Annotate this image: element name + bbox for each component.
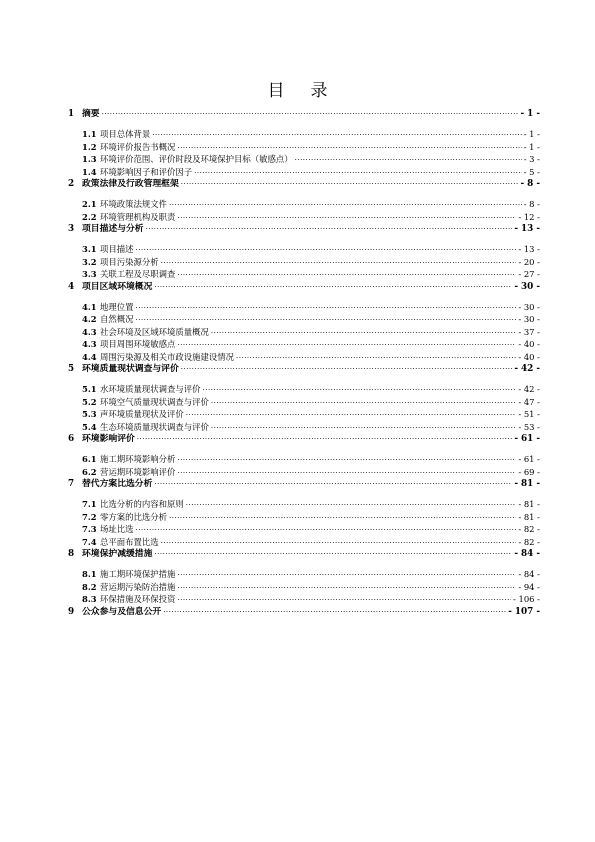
toc-entry-number: 2 (68, 179, 75, 189)
dot-leader (177, 454, 516, 462)
toc-entry-number: 1.4 (82, 166, 97, 177)
dot-leader (211, 327, 516, 335)
toc-section-entry[interactable] (68, 301, 540, 314)
title-char-left: 目 (267, 81, 285, 101)
toc-section-entry[interactable] (68, 338, 540, 351)
toc-entry-number: 5.3 (82, 409, 97, 419)
toc-page-number: - 82 - (518, 536, 540, 547)
toc-page-number: - 61 - (514, 434, 540, 444)
toc-page-number: - 51 - (518, 409, 540, 419)
dot-leader (163, 606, 506, 614)
toc-section-entry[interactable] (68, 351, 540, 364)
toc-entry-label: 营运期环境影响评价 (100, 466, 176, 477)
dot-leader (186, 409, 517, 417)
dot-leader (177, 582, 516, 590)
toc-entry-label: 项目总体背景 (100, 129, 151, 139)
toc-entry-number: 4.3 (82, 326, 97, 337)
toc-entry-label: 总平面布置比选 (100, 536, 159, 547)
toc-chapter-group (68, 108, 540, 178)
dot-leader (236, 352, 516, 360)
toc-entry-number: 6 (68, 434, 75, 444)
toc-section-entry[interactable] (68, 408, 540, 421)
toc-chapter-entry[interactable] (68, 281, 540, 293)
toc-entry-label: 环境管理机构及职责 (100, 211, 176, 222)
dot-leader (137, 433, 513, 441)
toc-section-entry[interactable] (68, 593, 540, 606)
toc-entry-number: 4.2 (82, 314, 97, 324)
dot-leader (186, 499, 517, 507)
toc-entry-label: 环境质量现状调查与评价 (82, 364, 179, 374)
toc-entry-number: 4.4 (82, 351, 97, 362)
toc-entry-label: 环境影响因子和评价因子 (100, 166, 193, 177)
toc-entry-number: 7.2 (82, 511, 97, 522)
toc-entry-label: 关联工程及尽职调查 (100, 269, 176, 279)
toc-page-number: - 94 - (518, 581, 540, 592)
toc-section-entry[interactable] (68, 326, 540, 339)
toc-page-number: - 81 - (518, 511, 540, 522)
toc-chapter-entry[interactable] (68, 363, 540, 375)
dot-leader (177, 467, 516, 475)
toc-section-entry[interactable] (68, 453, 540, 466)
toc-chapter-entry[interactable] (68, 108, 540, 120)
toc-entry-number: 3.3 (82, 269, 97, 279)
toc-entry-number: 4 (68, 281, 75, 292)
toc-page-number: - 81 - (518, 499, 540, 509)
toc-chapter-entry[interactable] (68, 433, 540, 445)
title-char-right: 录 (310, 81, 328, 101)
toc-section-entry[interactable] (68, 568, 540, 581)
toc-page-number: - 1 - (520, 109, 540, 119)
toc-entry-number: 6.1 (82, 454, 97, 464)
toc-entry-label: 施工期环境保护措施 (100, 569, 176, 579)
toc-chapter-entry[interactable] (68, 478, 540, 490)
toc-page-number: - 13 - (518, 244, 540, 254)
dot-leader (194, 167, 522, 175)
toc-entry-label: 环境空气质量现状调查与评价 (100, 396, 209, 407)
toc-page-number: - 12 - (518, 211, 540, 222)
toc-entry-number: 5.1 (82, 384, 97, 394)
toc-section-entry[interactable] (68, 166, 540, 179)
toc-entry-number: 7.1 (82, 499, 97, 509)
toc-chapter-group (68, 363, 540, 433)
toc-page-number: - 8 - (520, 179, 540, 189)
table-of-contents (68, 108, 540, 626)
toc-page-number: - 37 - (518, 326, 540, 337)
toc-entry-number: 8.2 (82, 581, 97, 592)
dot-leader (203, 384, 517, 392)
toc-page-number: - 82 - (518, 524, 540, 534)
toc-page-number: - 8 - (523, 199, 540, 209)
toc-page-number: - 20 - (518, 256, 540, 267)
toc-chapter-group (68, 433, 540, 478)
toc-section-entry[interactable] (68, 198, 540, 211)
toc-page-number: - 13 - (514, 224, 540, 234)
toc-entry-number: 4.1 (82, 301, 97, 312)
toc-page-number: - 42 - (518, 384, 540, 394)
toc-entry-number: 4.3 (82, 339, 97, 349)
toc-page-number: - 5 - (523, 166, 540, 177)
toc-section-entry[interactable] (68, 383, 540, 396)
toc-entry-number: 7.3 (82, 524, 97, 534)
toc-entry-number: 2.1 (82, 199, 97, 209)
dot-leader (161, 537, 517, 545)
dot-leader (146, 223, 513, 231)
dot-leader (152, 129, 521, 137)
toc-entry-number: 1.2 (82, 141, 97, 152)
toc-entry-label: 水环境质量现状调查与评价 (100, 384, 201, 394)
toc-page-number: - 47 - (518, 396, 540, 407)
toc-entry-label: 环境保护减缓措施 (82, 549, 153, 559)
toc-section-entry[interactable] (68, 313, 540, 326)
toc-entry-label: 零方案的比选分析 (100, 511, 167, 522)
dot-leader (136, 524, 517, 532)
toc-section-entry[interactable] (68, 511, 540, 524)
toc-page-number: - 69 - (518, 466, 540, 477)
toc-page-number: - 84 - (518, 569, 540, 579)
toc-entry-label: 周围污染源及相关市政设施建设情况 (100, 351, 234, 362)
toc-entry-label: 声环境质量现状及评价 (100, 409, 184, 419)
toc-entry-number: 7 (68, 479, 75, 489)
toc-section-entry[interactable] (68, 421, 540, 434)
toc-section-entry[interactable] (68, 243, 540, 256)
dot-leader (295, 154, 522, 162)
toc-page-number: - 3 - (523, 154, 540, 164)
toc-entry-label: 环境政策法规文件 (100, 199, 167, 209)
toc-entry-label: 环保措施及环保投资 (100, 594, 176, 604)
toc-chapter-entry[interactable] (68, 548, 540, 560)
dot-leader (177, 339, 516, 347)
toc-entry-number: 5.4 (82, 421, 97, 432)
toc-section-entry[interactable] (68, 581, 540, 594)
dot-leader (136, 314, 517, 322)
toc-entry-number: 1.1 (82, 129, 97, 139)
toc-section-entry[interactable] (68, 523, 540, 536)
toc-page-number: - 53 - (518, 421, 540, 432)
toc-entry-label: 场址比选 (100, 524, 134, 534)
toc-entry-label: 环境影响评价 (82, 434, 135, 444)
toc-page-number: - 107 - (508, 606, 540, 617)
dot-leader (177, 142, 521, 150)
toc-section-entry[interactable] (68, 141, 540, 154)
toc-chapter-entry[interactable] (68, 606, 540, 618)
toc-section-entry[interactable] (68, 211, 540, 224)
toc-entry-number: 5.2 (82, 396, 97, 407)
toc-section-entry[interactable] (68, 268, 540, 281)
toc-chapter-group (68, 178, 540, 223)
toc-page-number: - 42 - (514, 364, 540, 374)
toc-entry-number: 3.2 (82, 256, 97, 267)
toc-entry-label: 项目描述 (100, 244, 134, 254)
dot-leader (154, 478, 512, 486)
toc-entry-number: 5 (68, 364, 75, 374)
dot-leader (161, 257, 517, 265)
toc-chapter-group (68, 478, 540, 548)
toc-entry-label: 项目区域环境概况 (82, 281, 153, 292)
toc-page-number: - 81 - (514, 479, 540, 489)
dot-leader (154, 548, 512, 556)
dot-leader (177, 569, 516, 577)
toc-page-number: - 30 - (518, 301, 540, 312)
toc-section-entry[interactable] (68, 256, 540, 269)
toc-chapter-group (68, 223, 540, 281)
dot-leader (102, 108, 519, 116)
toc-entry-label: 自然概况 (100, 314, 134, 324)
toc-entry-label: 项目周围环境敏感点 (100, 339, 176, 349)
toc-entry-number: 1 (68, 109, 75, 119)
toc-entry-label: 施工期环境影响分析 (100, 454, 176, 464)
toc-entry-number: 7.4 (82, 536, 97, 547)
toc-entry-label: 替代方案比选分析 (82, 479, 153, 489)
toc-page-number: - 27 - (518, 269, 540, 279)
toc-page-number: - 40 - (518, 339, 540, 349)
toc-entry-label: 环境评价范围、评价时段及环境保护目标（敏感点） (100, 154, 293, 164)
toc-page-number: - 1 - (523, 129, 540, 139)
toc-chapter-group (68, 548, 540, 606)
toc-entry-number: 2.2 (82, 211, 97, 222)
toc-chapter-group (68, 606, 540, 618)
toc-section-entry[interactable] (68, 536, 540, 549)
toc-entry-number: 1.3 (82, 154, 97, 164)
toc-entry-label: 营运期污染防治措施 (100, 581, 176, 592)
dot-leader (136, 302, 517, 310)
dot-leader (136, 244, 517, 252)
dot-leader (177, 594, 511, 602)
page-title (0, 76, 595, 101)
toc-entry-label: 环境评价报告书概况 (100, 141, 176, 152)
toc-section-entry[interactable] (68, 466, 540, 479)
toc-chapter-group (68, 281, 540, 364)
toc-entry-number: 6.2 (82, 466, 97, 477)
toc-entry-label: 项目污染源分析 (100, 256, 159, 267)
toc-entry-label: 社会环境及区域环境质量概况 (100, 326, 209, 337)
toc-page-number: - 84 - (514, 549, 540, 559)
toc-entry-number: 3 (68, 224, 75, 234)
toc-entry-label: 政策法律及行政管理框架 (82, 179, 179, 189)
toc-entry-number: 8.3 (82, 594, 97, 604)
toc-page-number: - 61 - (518, 454, 540, 464)
dot-leader (211, 397, 516, 405)
toc-chapter-entry[interactable] (68, 178, 540, 190)
toc-chapter-entry[interactable] (68, 223, 540, 235)
toc-entry-label: 地理位置 (100, 301, 134, 312)
dot-leader (154, 281, 512, 289)
dot-leader (177, 212, 516, 220)
toc-entry-label: 比选分析的内容和原则 (100, 499, 184, 509)
dot-leader (211, 422, 516, 430)
dot-leader (177, 269, 516, 277)
toc-entry-number: 3.1 (82, 244, 97, 254)
toc-entry-number: 8.1 (82, 569, 97, 579)
toc-section-entry[interactable] (68, 396, 540, 409)
toc-section-entry[interactable] (68, 128, 540, 141)
toc-page-number: - 30 - (518, 314, 540, 324)
toc-entry-label: 项目描述与分析 (82, 224, 144, 234)
toc-entry-number: 9 (68, 606, 75, 617)
dot-leader (181, 178, 519, 186)
toc-page-number: - 106 - (513, 594, 540, 604)
toc-page-number: - 40 - (518, 351, 540, 362)
toc-entry-number: 8 (68, 549, 75, 559)
toc-entry-label: 摘要 (82, 109, 100, 119)
dot-leader (181, 363, 513, 371)
toc-page-number: - 30 - (514, 281, 540, 292)
dot-leader (169, 199, 522, 207)
toc-section-entry[interactable] (68, 153, 540, 166)
toc-entry-label: 生态环境质量现状调查与评价 (100, 421, 209, 432)
toc-section-entry[interactable] (68, 498, 540, 511)
dot-leader (169, 512, 516, 520)
toc-entry-label: 公众参与及信息公开 (82, 606, 162, 617)
toc-page-number: - 1 - (523, 141, 540, 152)
